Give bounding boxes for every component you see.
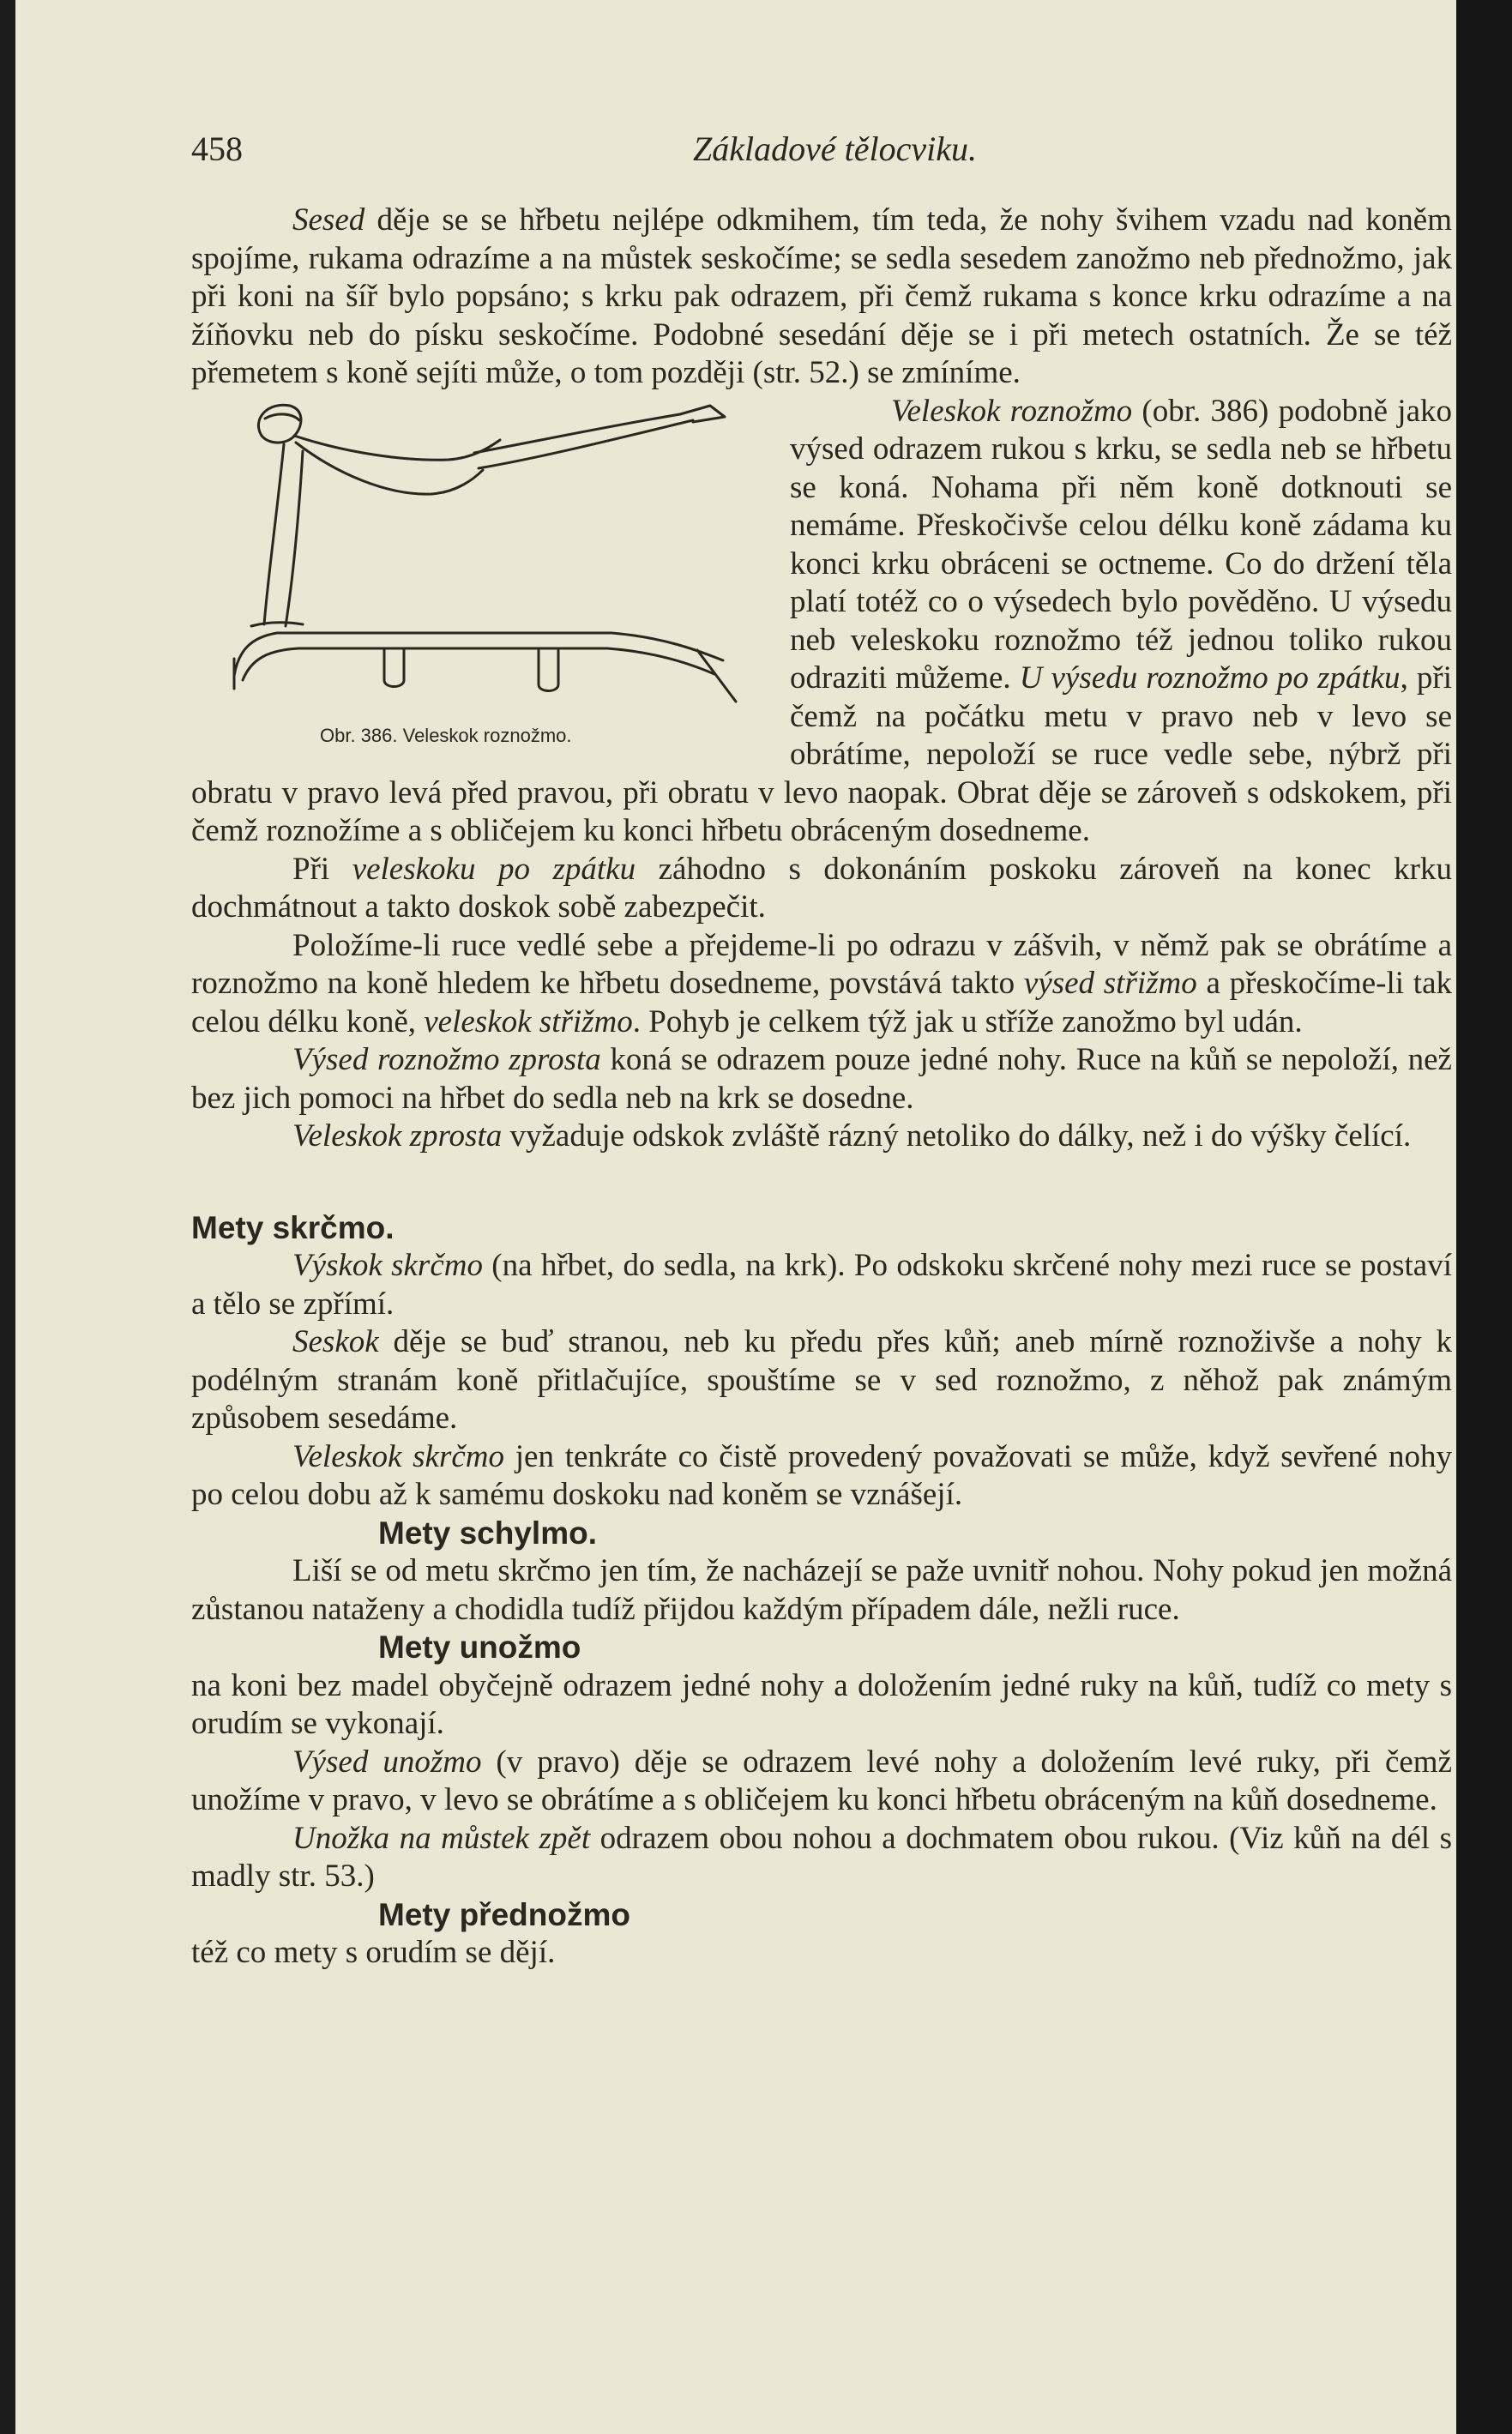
paragraph-veleskok-po-zpatku: Při veleskoku po zpátku záhodno s dokonáním poskoku zároveň na konec krku dochmátnout a takto doskok sobě zabezpečit. [191,851,1452,925]
figure-arm [264,444,284,624]
paragraph-veleskok-skrcmo: Veleskok skrčmo jen tenkráte co čistě provedený považovati se může, když sevřené nohy po celou dobu až k samému doskoku nad koněm se vznášejí. [191,1438,1452,1512]
section-heading-unozmo: Mety unožmo [378,1630,581,1665]
running-title: Základové tělocviku. [693,130,977,168]
page-number: 458 [191,130,243,168]
section-heading-prednozmo: Mety přednožmo [378,1896,630,1932]
paragraph-vysed-zprosta: Výsed roznožmo zprosta koná se odrazem pouze jedné nohy. Ruce na kůň se nepoloží, než bez jich pomoci na hřbet do sedla neb na krk se dosedne. [191,1042,1452,1116]
paragraph-unozka: Unožka na můstek zpět odrazem obou nohou a dochmatem obou rukou. (Viz kůň na dél s madly str. 53.) [191,1820,1452,1894]
body-text [191,202,1452,1973]
horse-handle-right [539,650,558,691]
paragraph-vyskok-skrcmo: Výskok skrčmo (na hřbet, do sedla, na krk). Po odskoku skrčené nohy mezi ruce se postaví a tělo se zpřímí. [191,1248,1452,1322]
horse-handle-left [384,650,404,687]
paragraph-veleskok-zprosta: Veleskok zprosta vyžaduje odskok zvláště rázný netoliko do dálky, než i do výšky čelící. [292,1118,1412,1154]
section-heading-schylmo: Mety schylmo. [378,1515,597,1551]
horse-bottom [243,648,714,680]
page-header [191,129,1452,172]
paragraph-vysed-unozmo: Výsed unožmo (v pravo) děje se odrazem levé nohy a doložením levé ruky, při čemž unožíme v pravo, v levo se obrátíme a s obličejem ku konci hřbetu obráceným na kůň dosedneme. [191,1744,1453,1817]
book-page [15,0,1456,2434]
paragraph-unozmo: na koni bez madel obyčejně odrazem jedné nohy a doložením jedné ruky na kůň, tudíž co mety s orudím se vykonají. [191,1667,1452,1741]
figure-leg-lower [479,420,693,468]
figure-386 [191,393,774,770]
paragraph-prednozmo: též co mety s orudím se dějí. [191,1935,556,1970]
paragraph-sesed: Sesed děje se se hřbetu nejlépe odkmihem, tím teda, že nohy švihem vzadu nad koněm spojíme, rukama odrazíme a na můstek seskočíme; se sedla sesedem zanožmo neb přednožmo, jak při koni na šíř bylo popsáno; s krku pak odrazem, při čemž rukama s konce krku odrazíme a na žíňovku neb do písku seskočíme. Podobné sesedání děje se i při metech ostatních. Že se též přemetem s koně sejíti může, o tom později (str. 52.) se zmíníme. [191,202,1452,390]
paragraph-seskok: Seskok děje se buď stranou, neb ku předu přes kůň; aneb mírně roznoživše a nohy k podélným stranám koně přitlačujíce, spouštíme se v sed roznožmo, z něhož pak známým způsobem sesedáme. [191,1324,1452,1436]
figure-caption: Obr. 386. Veleskok roznožmo. [320,724,572,746]
vaulting-horse-illustration [217,393,766,710]
figure-torso [294,436,500,460]
section-heading-skrcmo: Mety skrčmo. [191,1209,395,1245]
paragraph-schylmo: Liší se od metu skrčmo jen tím, že nacházejí se paže uvnitř nohou. Nohy pokud jen možná zůstanou nataženy a chodidla tudíž přijdou každým případem dále, nežli ruce. [191,1553,1452,1627]
paragraph-veleskok-roznozmo: Veleskok roznožmo (obr. 386) podobně jako výsed odrazem rukou s krku, se sedla neb se hřbetu se koná. Nohama při něm koně dotknouti se nemáme. Přeskočivše celou délku koně zádama ku konci krku obráceni se octneme. Co do držení těla platí totéž co o výsedech bylo pověděno. U výsedu neb veleskoku roznožmo též jednou toliko rukou odraziti můžeme. U výsedu roznožmo po zpátku, při čemž na počátku metu v pravo neb v levo se obrátíme, nepoloží se ruce vedle sebe, nýbrž při obratu v pravo levá před pravou, při obratu v levo naopak. Obrat děje se zároveň s odskokem, při čemž roznožíme a s obličejem ku konci hřbetu obráceným dosedneme. [191,393,1452,848]
paragraph-vysed-strizmo: Položíme-li ruce vedlé sebe a přejdeme-li po odrazu v zášvih, v němž pak se obrátíme a roznožmo na koně hledem ke hřbetu dosedneme, povstává takto výsed střižmo a přeskočíme-li tak celou délku koně, veleskok střižmo. Pohyb je celkem týž jak u stříže zanožmo byl udán. [191,927,1452,1039]
scan-edge [1456,0,1512,2434]
